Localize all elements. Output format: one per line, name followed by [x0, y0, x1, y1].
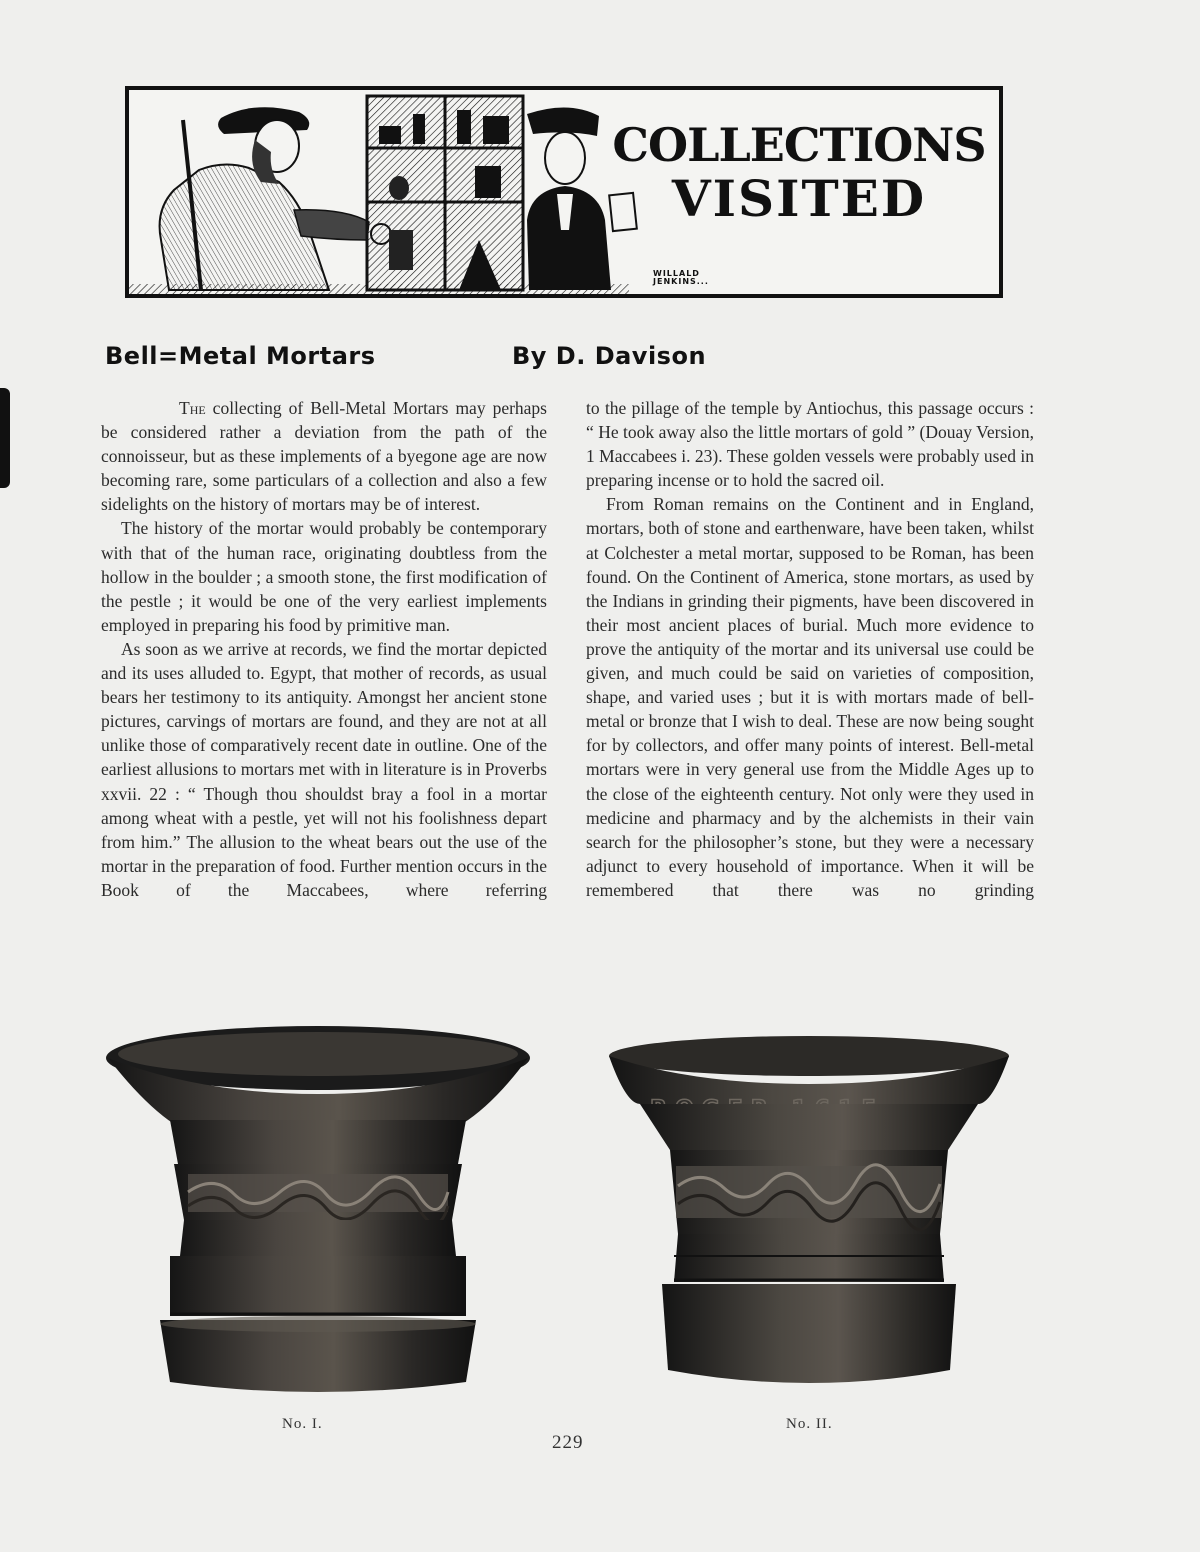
artist-signature	[653, 270, 709, 287]
gentleman-figure	[160, 107, 391, 290]
left-paragraph-1-text: collecting of Bell-Metal Mortars may perhaps be considered rather a deviation from the path of the connoisseur, but as these implements of a byegone age are now becoming rare, some particulars of a collection and also a few sidelights on the history of mortars may be of interest.	[101, 398, 547, 515]
page-number: 229	[552, 1432, 584, 1453]
left-paragraph-1	[101, 396, 547, 516]
header-banner	[125, 86, 1003, 298]
binding-shadow	[0, 388, 10, 488]
left-paragraph-3: As soon as we arrive at records, we find the mortar depicted and its uses alluded to. Egypt, that mother of records, as usual bears her testimony to its antiquity. Amongst her ancient stone pictures, carvings of mortars are found, and they are not at all unlike those of comparatively recent date in outline. One of the earliest allusions to mortars met with in literature is in Proverbs xxvii. 22 : “ Though thou shouldst bray a fool in a mortar among wheat with a pestle, yet will not his foolishness depart from him.” The allusion to the wheat bears out the use of the mortar in the preparation of food. Further mention occurs in the Book of the Maccabees, where referring	[101, 638, 547, 900]
curio-cabinet	[367, 96, 523, 290]
figure-1-caption: No. I.	[282, 1416, 323, 1432]
left-column	[101, 396, 547, 902]
banner-title	[599, 118, 999, 228]
mortar-photo-2	[606, 1034, 1012, 1404]
artist-signature-line-1: WILLALD	[653, 269, 700, 278]
banner-title-line-2: VISITED	[671, 169, 927, 228]
left-paragraph-2: The history of the mortar would probably be contemporary with that of the human race, originating doubtless from the hollow in the boulder ; a smooth stone, the first modification of the pestle ; it would be one of the very earliest implements employed in preparing his food by primitive man.	[101, 518, 547, 635]
figure-2-caption: No. II.	[786, 1416, 833, 1432]
lead-word: The	[179, 398, 206, 418]
right-paragraph-2: From Roman remains on the Continent and in England, mortars, both of stone and earthenware, have been taken, whilst at Colchester a metal mortar, supposed to be Roman, has been found. On the Continent of America, stone mortars, as used by the Indians in grinding their pigments, have been discovered in their most ancient places of burial. Much more evidence to prove the antiquity of the mortar and its universal use could be given, and much could be said on varieties of composition, shape, and varied uses ; but it is with mortars made of bell-metal or bronze that I wish to deal. These are now being sought for by collectors, and offer many points of interest. Bell-metal mortars were in very general use from the Middle Ages up to the close of the eighteenth century. Not only were they used in medicine and pharmacy and by the alchemists in their vain search for the philosopher’s stone, but they were a necessary adjunct to every household of importance. When it will be remembered that there was no grinding	[586, 494, 1034, 900]
artist-signature-line-2: JENKINS...	[653, 277, 709, 287]
right-column	[586, 396, 1034, 902]
article-title: Bell=Metal Mortars	[105, 342, 376, 370]
article-byline: By D. Davison	[512, 342, 707, 370]
right-paragraph-1: to the pillage of the temple by Antiochus, this passage occurs : “ He took away also the little mortars of gold ” (Douay Version, 1 Maccabees i. 23). These golden vessels were probably used in preparing incense or to hold the sacred oil.	[586, 398, 1034, 491]
banner-title-line-1: COLLECTIONS	[612, 118, 986, 172]
mortar-photo-1	[104, 1024, 532, 1410]
